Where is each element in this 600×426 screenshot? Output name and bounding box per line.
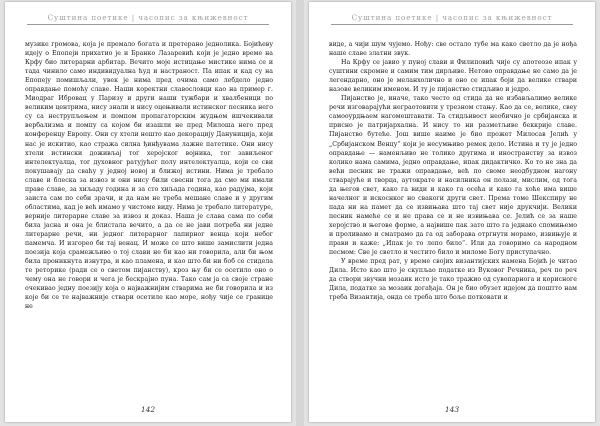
paragraph: виде, а чији шум чујемо. Нођу: све остало тубе ма како светло да је нођа наше славе златни звук. xyxy=(329,41,577,58)
book-gutter xyxy=(296,0,304,426)
paragraph: На Крфу се јавио у пуној слави и Филиповић чије су апотеозе ипак у суштини скромне и самим тим дирљиве. Нетово оправдање не само да је легендарно, оно је меланхолично и оно се ипак боји да велике ствари назове великим именом. И ту је пијанство стидљиво и једро. xyxy=(329,59,577,94)
paragraph: У време пред рат, у време својих византијских намена Бојић је читао Дила. Исто као што је скупљао податке из Вуковог Речника, реч по реч да створи звучни мозаик исто је тако тражио од сувопарнога и корисноге Дила, податке за мозаик догађаја. Он је био обузет идејом да поштто нам треба Византија, онда се треба што боље потковати и xyxy=(329,258,577,302)
right-running-header: Суштина поетике | часопис за књижевност xyxy=(351,13,553,22)
left-page-number: 142 xyxy=(140,405,156,414)
right-page-number: 143 xyxy=(444,405,460,414)
left-header-rule xyxy=(27,24,269,25)
right-header-rule xyxy=(331,24,573,25)
right-body-text xyxy=(329,40,577,302)
paragraph: Пијанство је, иначе, тако често од стида да не избављалимо велике речи изговарајући неграотовити у трезном стању. Као да се, велике, свеу самооурдњаем нагомештавати. Та стидљивост необично је србијанска и присно је патријархална. И нису то ни разметљиве беккрије славе. Пијанство бутеће. Још више наиме је био прожет Милосав Јелић у „Србијанском Венцу“ који је несумњиво ремек дело. Истина и ту је једно оправдање — наменљиво не толико другима и иностранству за извоз колико нама самима, једно оправдање, ипак дидактичко. Ко то не зна да већи песник не тражи оправдање, већ по своме неодбудном нагону стварајуће и творца, аутократе и насилника он полази, мислим, од тога да његов свет, како га види и како га осећа и како га хоће има више начелног и искоснког но свакоги други свет. Према томе Шекспиру не пада ни на памет да се извињава што тај свет није друкчији. Велики песник намеће се и не права се и не извињава се. Јелић се за наше херојство и његове форме, а највише пак зато што га једнако спомињемо и проливамо и сматрамо да га од заборава отргнути морамо, извињује и прави и каже: „Ипак је то лепо било“. Или да говоримо са народном песмом: Све је светло и честито било и миломе Богу приступачно. xyxy=(329,95,577,257)
left-running-header: Суштина поетике | часопис за књижевност xyxy=(47,13,249,22)
paragraph: музике громова, која је премало богата и претерано једнолика. Бојићеву идеју о Епопеји прихатио је и Бранко Лазаревић који је једно време на Крфу био литерарни арбитар. Вечито моје истицање мистике нима се и тада чинило само индивидуална ћуд и настраност. Па ипак и кад су на Епопеју помишљали, увек је нима пред очима само лебдело једно оправдање помоћу славе. Наши коректни славословци као на пример г. Миодраг Ибровац у Паризу и други наши тужбари и хвалбеници по великим центрима, нису знали и нису оцењивали истинског песника него су са неструпљењем и помпом пропагаторским жудњом ишчекивали вербализма и помпу са којом би изашли не пред Милоша него пред конференцу Европу. Они су хтели нешто као декорацију Дануниција, који нас је искитио, као стража силна ђинђувама лажне патетике. Они нису хтели истински доживљај тог херојског војника, тог завиљеног интелектуалца, тог духовног ратујућег полу интелектуалца, који се сви покушавају да сваћу у једној новој и ближој истини. Нима је требало славе и блеска за извоз и они нису били свесни тога да смо ми имали праве славе, за хиљаду година и за сто хиљада година, као радујма, који заиста сам по себи зрачи, и да нам не треба мешане славе и у другим областима, кад је већ имамо у чистоме виду. Нима је требало литературе, верније литерарне славе за извоз и доказ. Наша је слава сама по себи била јасна и она је блистала вечито, а да се не јави потреба ни једне литерарне речи, ни једног литерарног лапирног венца који небог памемча. И изгорео би тај венац. И може се што више замислити једна поезија која срамежљиво о тој слави не би као ни говорила, али би њом била проникнута изнутра, и као пламена, и као што би ни боб се стидела те реторике (ради се о светом пијанству), кроз њу би се осетило оно о чему она не говори и чега је бескрајно пуна. Тако сам ја са своје стране очекивао једну поезију која о најважнијим стварима не би говорила и из које би се те најважније ствари осетиле као море, нођу чије се границе не xyxy=(25,41,273,311)
left-body-text xyxy=(25,40,273,311)
right-page xyxy=(309,2,595,422)
left-page xyxy=(5,2,291,422)
